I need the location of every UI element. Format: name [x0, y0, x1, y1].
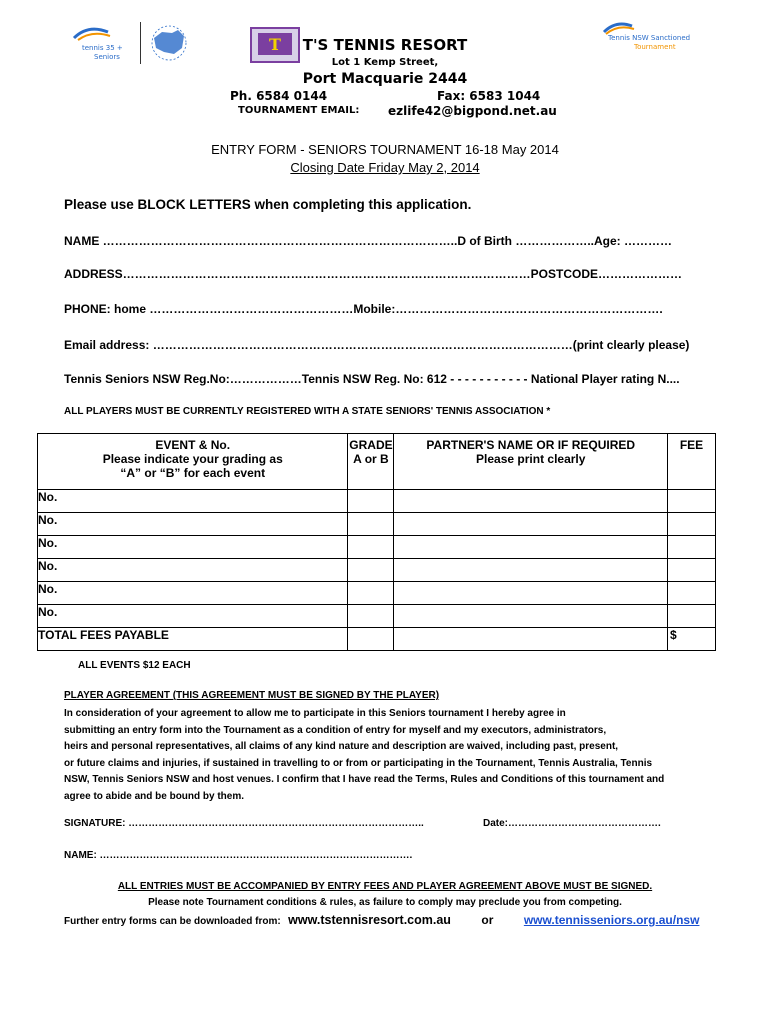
partner-cell[interactable]	[394, 559, 668, 582]
total-fees-label: TOTAL FEES PAYABLE	[38, 628, 348, 651]
event-cell[interactable]: No.	[38, 605, 348, 628]
event-cell[interactable]: No.	[38, 513, 348, 536]
grade-header-line1: GRADE	[349, 438, 393, 452]
registration-notice: ALL PLAYERS MUST BE CURRENTLY REGISTERED WITH A STATE SENIORS' TENNIS ASSOCIATION *	[64, 406, 551, 417]
svg-text:T: T	[269, 35, 281, 54]
resort-name: T'S TENNIS RESORT	[302, 36, 468, 54]
event-cell[interactable]: No.	[38, 536, 348, 559]
agreement-line: heirs and personal representatives, all claims of any kind nature and description are waived, including past, present,	[64, 741, 619, 752]
table-header-row	[38, 434, 716, 490]
name-dob-age-field[interactable]: NAME ……………………………………………………………………………..D of Birth ………………..Age: …………	[64, 234, 672, 248]
table-row[interactable]	[38, 605, 716, 628]
partner-cell[interactable]	[394, 490, 668, 513]
grade-cell[interactable]	[348, 559, 394, 582]
total-grade-cell	[348, 628, 394, 651]
resort-website-link[interactable]: www.tstennisresort.com.au	[288, 913, 451, 927]
fee-cell[interactable]	[668, 605, 716, 628]
grade-cell[interactable]	[348, 582, 394, 605]
conditions-notice: Please note Tournament conditions & rules, as failure to comply may preclude you from competing.	[148, 897, 622, 908]
event-header-line1: EVENT & No.	[155, 438, 231, 452]
date-field[interactable]: Date:……………………………………….	[483, 818, 661, 829]
grade-cell[interactable]	[348, 605, 394, 628]
partner-cell[interactable]	[394, 582, 668, 605]
total-row	[38, 628, 716, 651]
resort-city: Port Macquarie 2444	[302, 71, 468, 87]
or-label: or	[481, 913, 494, 927]
partner-cell[interactable]	[394, 605, 668, 628]
logo-divider	[140, 22, 141, 64]
fee-cell[interactable]	[668, 536, 716, 559]
agreement-line: agree to abide and be bound by them.	[64, 790, 245, 802]
event-header-line3: “A” or “B” for each event	[120, 466, 266, 480]
entries-notice: ALL ENTRIES MUST BE ACCOMPANIED BY ENTRY FEES AND PLAYER AGREEMENT ABOVE MUST BE SIGNED.	[117, 881, 653, 892]
resort-address: Lot 1 Kemp Street,	[331, 57, 439, 68]
fee-cell[interactable]	[668, 582, 716, 605]
partner-header-line2: Please print clearly	[476, 452, 586, 466]
table-row[interactable]	[38, 513, 716, 536]
tennis-nsw-sanctioned-icon	[600, 20, 690, 56]
fee-cell[interactable]	[668, 513, 716, 536]
table-row[interactable]	[38, 536, 716, 559]
grade-cell[interactable]	[348, 490, 394, 513]
tennis-seniors-logo	[66, 24, 128, 64]
signature-field[interactable]: SIGNATURE: ……………………………………………………………………………..	[64, 818, 424, 829]
agreement-name-field[interactable]: NAME: ………………………………………………………………………………….	[64, 850, 413, 861]
fees-note: ALL EVENTS $12 EACH	[78, 660, 191, 671]
event-cell[interactable]: No.	[38, 490, 348, 513]
svg-text:Tennis NSW Sanctioned: Tennis NSW Sanctioned	[608, 34, 690, 42]
download-line	[64, 911, 699, 929]
download-prefix: Further entry forms can be downloaded from:	[64, 916, 281, 927]
grade-header	[348, 434, 394, 490]
partner-header	[394, 434, 668, 490]
agreement-heading: PLAYER AGREEMENT (THIS AGREEMENT MUST BE SIGNED BY THE PLAYER)	[64, 690, 440, 701]
tennis-seniors-logo-icon	[66, 24, 128, 64]
table-row[interactable]	[38, 490, 716, 513]
resort-fax: Fax: 6583 1044	[437, 89, 541, 103]
agreement-text	[64, 706, 664, 805]
event-cell[interactable]: No.	[38, 582, 348, 605]
australia-map-icon	[148, 24, 190, 62]
address-postcode-field[interactable]: ADDRESS…………………………………………………………………………………………POSTCODE…………………	[64, 267, 683, 281]
fee-cell[interactable]	[668, 559, 716, 582]
total-partner-cell	[394, 628, 668, 651]
tennis-nsw-sanctioned-logo	[600, 20, 690, 56]
table-row[interactable]	[38, 582, 716, 605]
fee-cell[interactable]	[668, 490, 716, 513]
total-fee-cell[interactable]: $	[668, 628, 716, 651]
tournament-email[interactable]: ezlife42@bigpond.net.au	[388, 104, 557, 118]
agreement-line: NSW, Tennis Seniors NSW and host venues. I confirm that I have read the Terms, Rules and Conditions of this tournament and	[64, 774, 665, 785]
fee-header	[668, 434, 716, 490]
closing-date: Closing Date Friday May 2, 2014	[290, 160, 480, 175]
tennis-seniors-link[interactable]: www.tennisseniors.org.au/nsw	[523, 913, 700, 927]
resort-phone: Ph. 6584 0144	[230, 89, 328, 103]
agreement-line: In consideration of your agreement to allow me to participate in this Seniors tournament I hereby agree in	[64, 708, 566, 719]
events-table	[37, 433, 716, 651]
grade-cell[interactable]	[348, 536, 394, 559]
email-address-field[interactable]: Email address: ……………………………………………………………………………………………(print clearly please)	[64, 338, 690, 352]
fee-header-label: FEE	[679, 438, 704, 452]
phone-mobile-field[interactable]: PHONE: home ……………………………………………Mobile:………………………………………………………….	[64, 302, 663, 316]
agreement-line: submitting an entry form into the Tournament as a condition of entry for myself and my executors, administrators,	[64, 724, 607, 736]
form-title: ENTRY FORM - SENIORS TOURNAMENT 16-18 May 2014	[211, 142, 559, 157]
svg-text:tennis 35 +: tennis 35 +	[82, 44, 123, 52]
table-row[interactable]	[38, 559, 716, 582]
svg-text:Tournament: Tournament	[634, 43, 676, 51]
event-header	[38, 434, 348, 490]
event-header-line2: Please indicate your grading as	[102, 452, 283, 466]
svg-text:Seniors: Seniors	[94, 53, 120, 61]
event-cell[interactable]: No.	[38, 559, 348, 582]
registration-numbers-field[interactable]: Tennis Seniors NSW Reg.No:………………Tennis NSW Reg. No: 612 - - - - - - - - - - - National Player rating N....	[64, 372, 680, 386]
partner-cell[interactable]	[394, 513, 668, 536]
block-letters-instruction: Please use BLOCK LETTERS when completing this application.	[64, 197, 472, 212]
grade-cell[interactable]	[348, 513, 394, 536]
agreement-line: or future claims and injuries, if sustained in travelling to or from or participating in the Tournament, Tennis Australia, Tennis	[64, 757, 653, 769]
tournament-email-label: TOURNAMENT EMAIL:	[238, 105, 360, 116]
grade-header-line2: A or B	[353, 452, 389, 466]
seniors-association-logo	[148, 24, 190, 62]
partner-header-line1: PARTNER'S NAME OR IF REQUIRED	[426, 438, 636, 452]
partner-cell[interactable]	[394, 536, 668, 559]
